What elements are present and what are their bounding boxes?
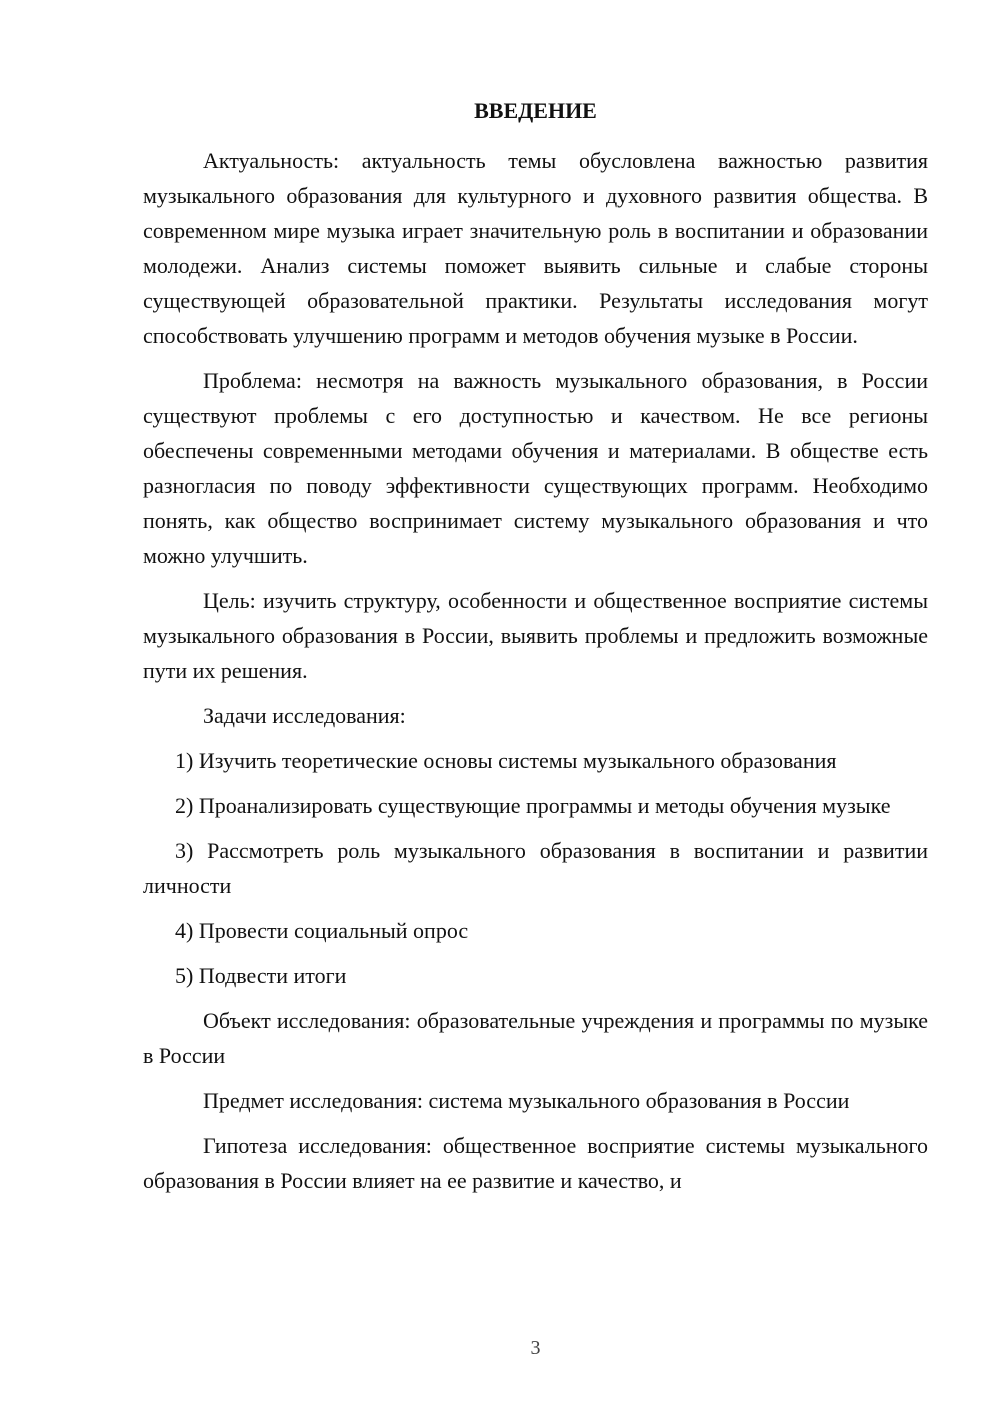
paragraph-subject: Предмет исследования: система музыкального образования в России xyxy=(203,1088,850,1113)
paragraph-problem: Проблема: несмотря на важность музыкального образования, в России существуют проблемы с его доступностью и качеством. Не все регионы обеспечены современными методами обучения и материалами. В обществе есть разногласия по поводу эффективности существующих программ. Необходимо понять, как общество воспринимает систему музыкального образования и что можно улучшить. xyxy=(143,368,928,568)
page-number: 3 xyxy=(530,1337,541,1359)
paragraph-object: Объект исследования: образовательные учреждения и программы по музыке в России xyxy=(143,1008,928,1068)
document-body xyxy=(143,143,928,1208)
task-item-3: 3) Рассмотреть роль музыкального образования в воспитании и развитии личности xyxy=(143,838,928,898)
task-item-4: 4) Провести социальный опрос xyxy=(175,918,469,943)
paragraph-hypothesis: Гипотеза исследования: общественное восприятие системы музыкального образования в России влияет на ее развитие и качество, и xyxy=(143,1133,928,1193)
paragraph-tasks-heading: Задачи исследования: xyxy=(203,703,406,728)
document-page xyxy=(143,0,928,1414)
section-heading: ВВЕДЕНИЕ xyxy=(474,98,597,123)
paragraph-relevance: Актуальность: актуальность темы обусловлена важностью развития музыкального образования для культурного и духовного развития общества. В современном мире музыка играет значительную роль в воспитании и образовании молодежи. Анализ системы поможет выявить сильные и слабые стороны существующей образовательной практики. Результаты исследования могут способствовать улучшению программ и методов обучения музыке в России. xyxy=(143,148,928,348)
task-item-2: 2) Проанализировать существующие программы и методы обучения музыке xyxy=(175,793,891,818)
task-item-5: 5) Подвести итоги xyxy=(175,963,347,988)
paragraph-goal: Цель: изучить структуру, особенности и общественное восприятие системы музыкального образования в России, выявить проблемы и предложить возможные пути их решения. xyxy=(143,588,928,683)
task-item-1: 1) Изучить теоретические основы системы музыкального образования xyxy=(175,748,837,773)
